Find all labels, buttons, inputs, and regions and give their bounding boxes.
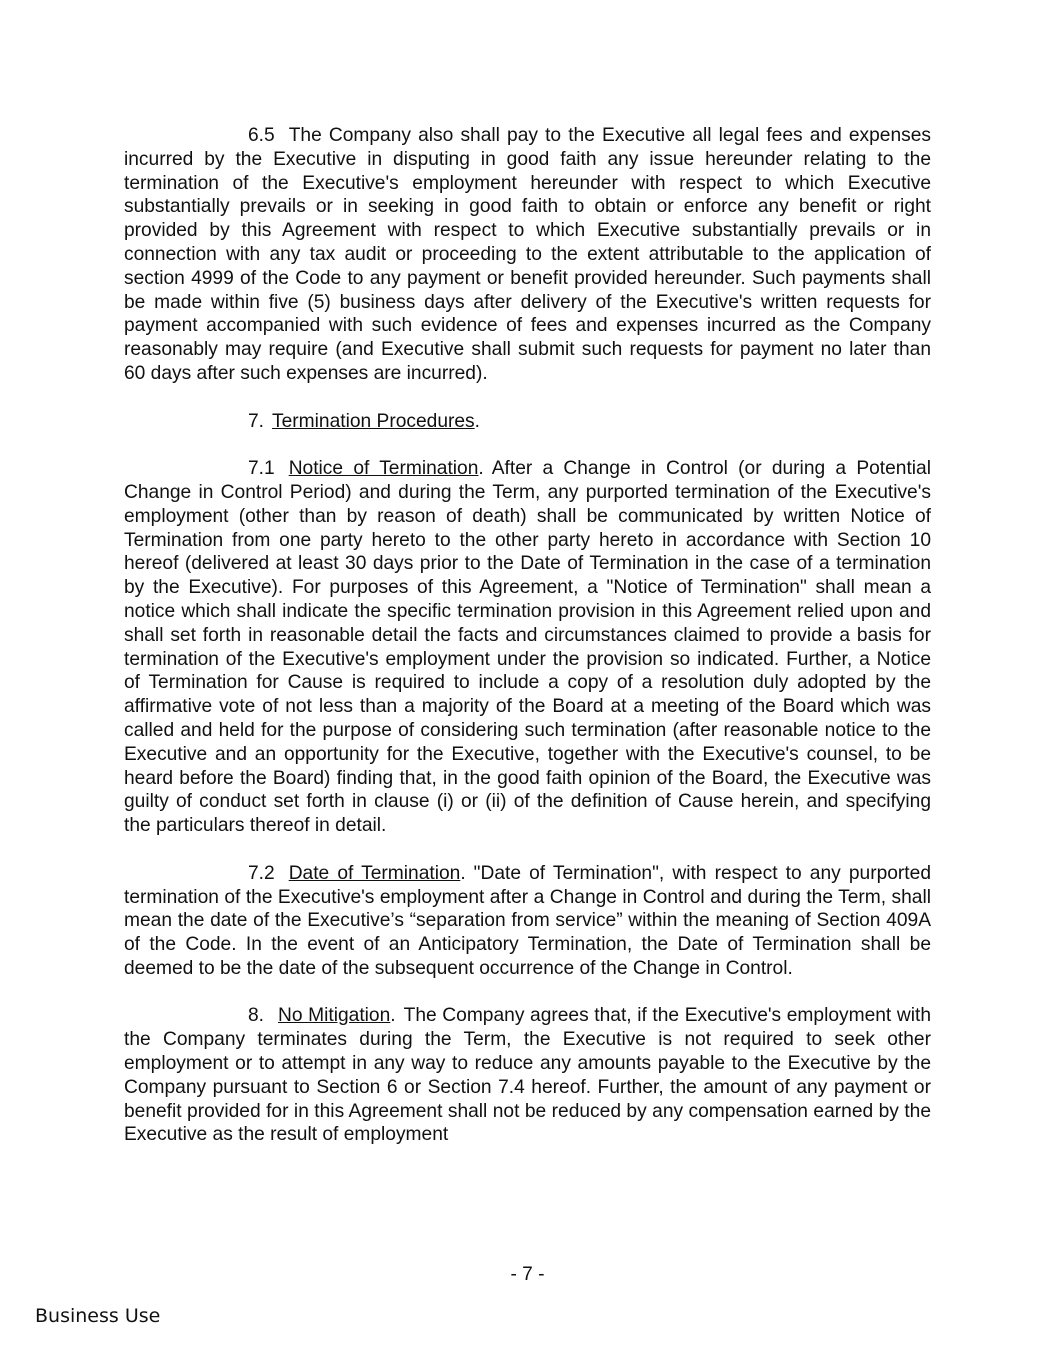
section-7-2-title: Date of Termination — [288, 862, 461, 884]
section-8-title: No Mitigation — [278, 1005, 391, 1027]
section-7-title-trail: . — [474, 410, 480, 432]
section-7-1-title-trail: . — [478, 458, 484, 480]
section-6-5-text: The Company also shall pay to the Executive all legal fees and expenses incurred by the Executive in disputing in good faith any issue hereunder relating to the termination of the Executive's employment hereunder with respect to which Executive substantially prevails or in seeking in good faith to obtain or enforce any benefit or right provided by this Agreement with respect to which Executive substantially prevails or in connection with any tax audit or proceeding to the extent attributable to the application of section 4999 of the Code to any payment or benefit provided hereunder. Such payments shall be made within five (5) business days after delivery of the Executive's written requests for payment accompanied with such evidence of fees and expenses incurred as the Company reasonably may require (and Executive shall submit such requests for payment no later than 60 days after such expenses are incurred). — [124, 125, 931, 384]
section-8 — [124, 1004, 931, 1147]
section-7-heading — [124, 410, 931, 434]
classification-footer: Business Use — [35, 1305, 161, 1327]
section-7-1-text: After a Change in Control (or during a Potential Change in Control Period) and during the Term, any purported termination of the Executive's employment (other than by reason of death) shall be communicated by written Notice of Termination from one party hereto to the other party hereto in accordance with Section 10 hereof (delivered at least 30 days prior to the Date of Termination in the case of a termination by the Executive). For purposes of this Agreement, a "Notice of Termination" shall mean a notice which shall indicate the specific termination provision in this Agreement relied upon and shall set forth in reasonable detail the facts and circumstances claimed to provide a basis for termination of the Executive's employment under the provision so indicated. Further, a Notice of Termination for Cause is required to include a copy of a resolution duly adopted by the affirmative vote of not less than a majority of the Board at a meeting of the Board which was called and held for the purpose of considering such termination (after reasonable notice to the Executive and an opportunity for the Executive, together with the Executive's counsel, to be heard before the Board) finding that, in the good faith opinion of the Board, the Executive was guilty of conduct set forth in clause (i) or (ii) of the definition of Cause herein, and specifying the particulars thereof in detail. — [124, 458, 931, 837]
section-7-2-number: 7.2 — [248, 862, 275, 884]
section-6-5 — [124, 124, 931, 386]
section-7-title: Termination Procedures — [272, 410, 475, 432]
section-7-1-title: Notice of Termination — [288, 458, 479, 480]
section-7-number: 7. — [248, 410, 265, 432]
document-body — [124, 124, 931, 1147]
section-7-2-title-trail: . — [460, 862, 466, 884]
section-8-number: 8. — [248, 1005, 265, 1027]
page-number: - 7 - — [510, 1264, 545, 1285]
section-7-2-text: "Date of Termination", with respect to any purported termination of the Executive's employment after a Change in Control and during the Term, shall mean the date of the Executive’s “separation from service” within the meaning of Section 409A of the Code. In the event of an Anticipatory Termination, the Date of Termination shall be deemed to be the date of the subsequent occurrence of the Change in Control. — [124, 862, 931, 979]
section-7-2 — [124, 862, 931, 981]
section-6-5-number: 6.5 — [248, 125, 275, 146]
section-8-text: The Company agrees that, if the Executive's employment with the Company terminates during the Term, the Executive is not required to seek other employment or to attempt in any way to reduce any amounts payable to the Executive by the Company pursuant to Section 6 or Section 7.4 hereof. Further, the amount of any payment or benefit provided for in this Agreement shall not be reduced by any compensation earned by the Executive as the result of employment — [124, 1005, 931, 1146]
section-7-1-number: 7.1 — [248, 458, 275, 480]
section-8-title-trail: . — [390, 1005, 396, 1027]
section-7-1 — [124, 457, 931, 838]
